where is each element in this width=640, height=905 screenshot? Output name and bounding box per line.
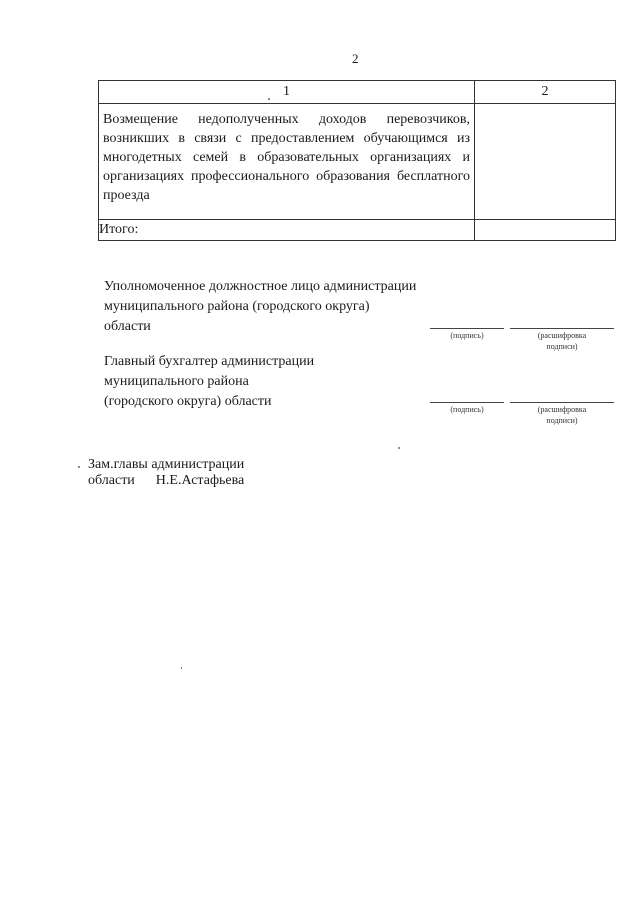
scan-speck [398,447,400,449]
scan-speck [78,466,80,468]
accountant-decode-caption-1: (расшифровка [537,405,587,414]
authorized-official-block [104,277,464,337]
accountant-line-2: муниципального района [104,374,249,389]
header-col-2: 2 [475,81,616,104]
authorized-line-2: муниципального района (городского округа) [104,299,370,314]
row-value-cell [475,104,616,220]
accountant-line-3: (городского округа) области [104,394,272,409]
authorized-line-1: Уполномоченное должностное лицо администрации [104,279,417,294]
accountant-decode-caption-2: подписи) [546,416,578,425]
header-col-1: 1 [99,81,475,104]
accountant-decode-line [510,402,614,403]
authorized-decode-caption-2: подписи) [546,342,578,351]
total-label: Итого: [99,220,475,241]
authorized-decode-caption-1: (расшифровка [537,331,587,340]
deputy-block [88,457,244,489]
accountant-signature-caption: (подпись) [450,405,484,414]
accountant-line-1: Главный бухгалтер администрации [104,354,315,369]
authorized-signature-line [430,328,504,329]
page-number: 2 [352,51,359,66]
accountant-signature-line [430,402,504,403]
accountant-block [104,352,464,412]
deputy-line-2: области Н.Е.Астафьева [88,473,245,488]
scan-speck [181,667,182,669]
row-description: Возмещение недополученных доходов перевозчиков, возникших в связи с предоставлением обучающимся из многодетных семей в образовательных организациях и организациях профессионального образования бесплатного проезда [103,112,470,203]
authorized-decode-line [510,328,614,329]
total-value-cell [475,220,616,241]
table-header-row [99,81,616,104]
scan-speck [268,98,270,100]
authorized-line-3: области [104,319,151,334]
deputy-line-1: Зам.главы администрации [88,457,245,472]
report-table [98,80,616,241]
table-row [99,104,616,220]
total-row [99,220,616,241]
authorized-signature-caption: (подпись) [450,331,484,340]
